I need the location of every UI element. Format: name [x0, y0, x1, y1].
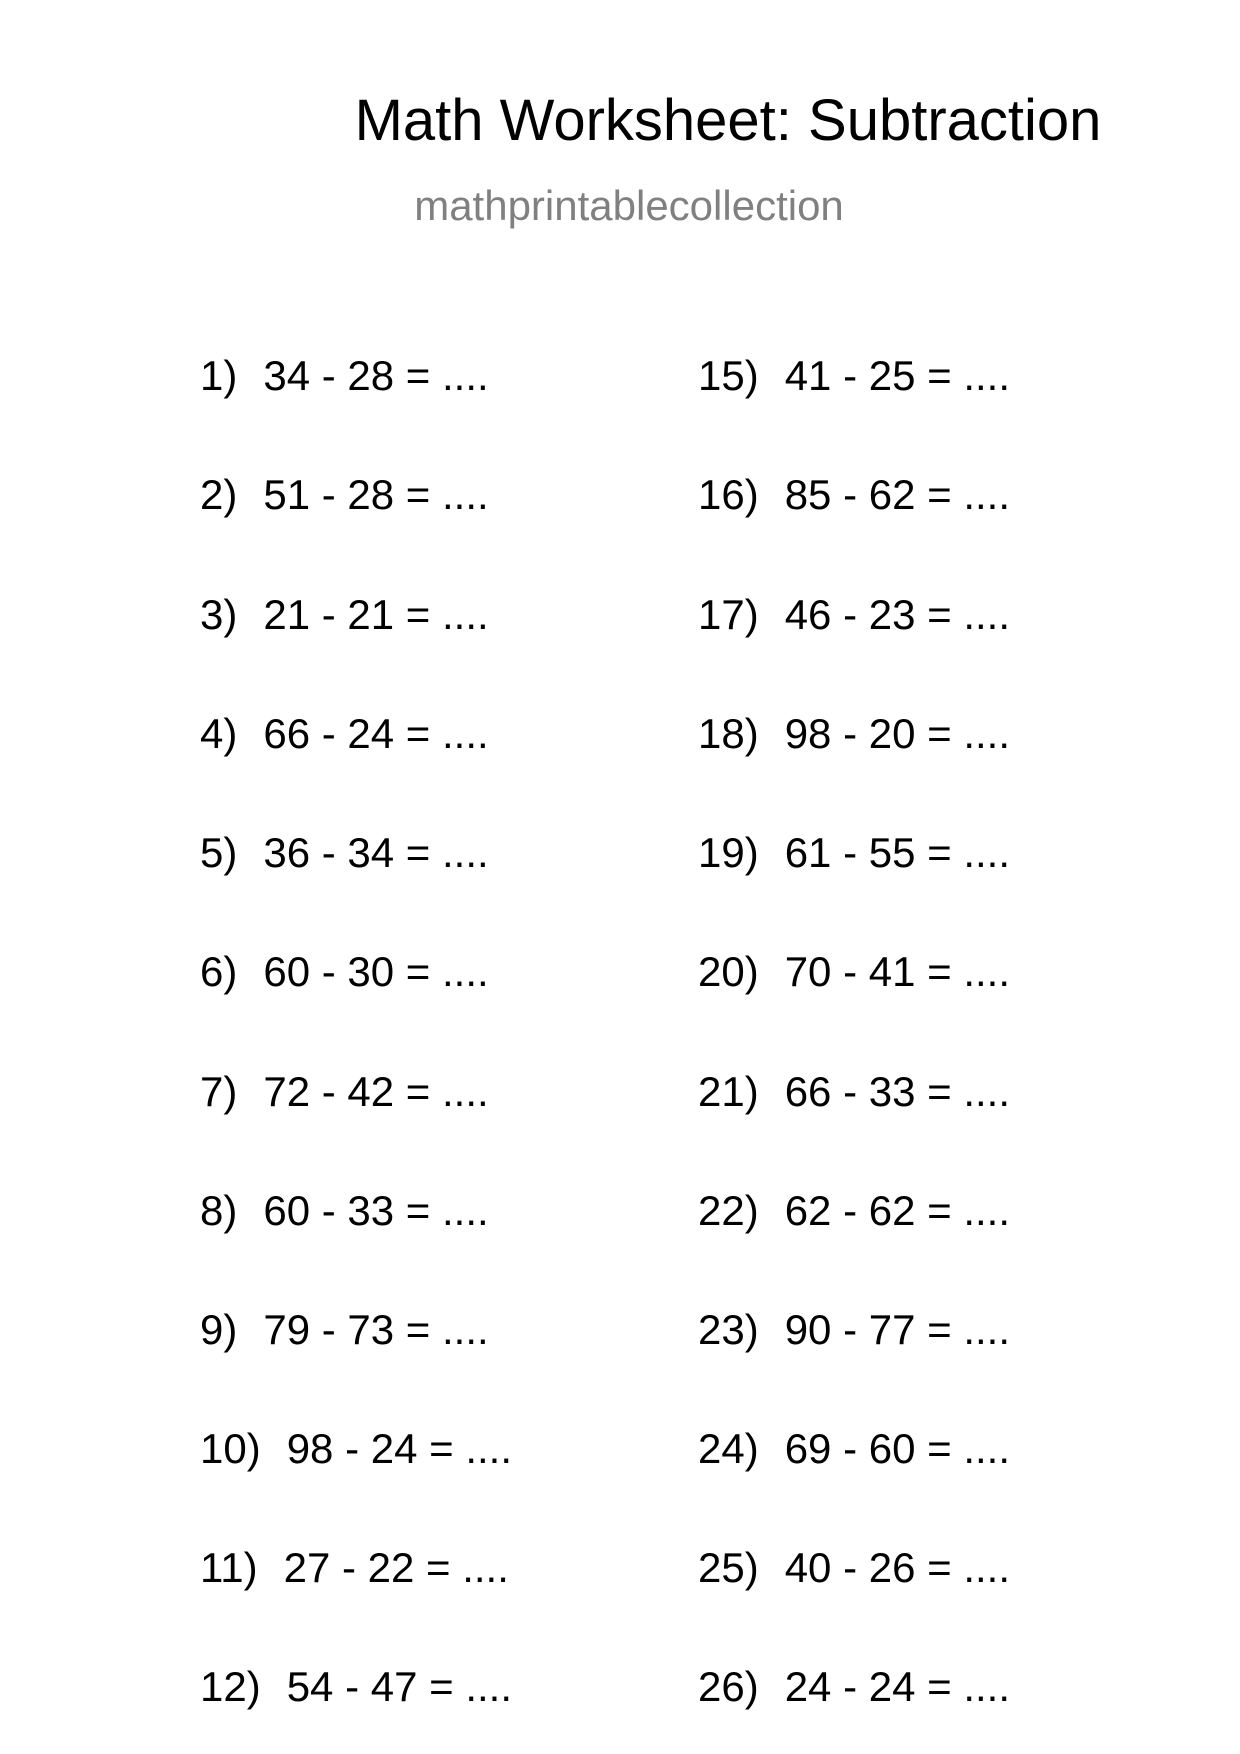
problem-number: 16) [698, 471, 759, 518]
problem-item [200, 1544, 509, 1591]
problem-item [200, 1425, 513, 1472]
problem-number: 22) [698, 1187, 759, 1234]
problem-number: 19) [698, 829, 759, 876]
problem-expression: 85 - 62 = .... [784, 471, 1011, 518]
problem-item [698, 1306, 1011, 1353]
problem-expression: 61 - 55 = .... [784, 829, 1011, 876]
problem-expression: 62 - 62 = .... [784, 1187, 1011, 1234]
problem-number: 25) [698, 1544, 759, 1591]
problem-item [698, 710, 1011, 757]
problem-item [698, 829, 1011, 876]
problem-number: 12) [200, 1663, 261, 1710]
problem-expression: 46 - 23 = .... [784, 591, 1011, 638]
problem-item [698, 352, 1011, 399]
problem-expression: 90 - 77 = .... [784, 1306, 1011, 1353]
problem-number: 26) [698, 1663, 759, 1710]
problem-expression: 51 - 28 = .... [263, 471, 489, 518]
problem-expression: 98 - 24 = .... [286, 1425, 513, 1472]
problem-item [698, 1068, 1011, 1115]
problem-item [200, 710, 489, 757]
problem-number: 18) [698, 710, 759, 757]
problem-expression: 98 - 20 = .... [784, 710, 1011, 757]
problem-number: 23) [698, 1306, 759, 1353]
problem-item [698, 1544, 1011, 1591]
problem-expression: 27 - 22 = .... [283, 1544, 509, 1591]
problem-item [200, 1306, 489, 1353]
problem-number: 1) [200, 352, 238, 399]
problem-expression: 79 - 73 = .... [263, 1306, 489, 1353]
problem-expression: 36 - 34 = .... [263, 829, 489, 876]
problem-item [200, 1663, 513, 1710]
problem-number: 8) [200, 1187, 238, 1234]
problem-expression: 24 - 24 = .... [784, 1663, 1011, 1710]
problem-expression: 41 - 25 = .... [784, 352, 1011, 399]
problem-item [200, 829, 489, 876]
problem-expression: 34 - 28 = .... [263, 352, 489, 399]
problem-item [200, 948, 489, 995]
problem-number: 11) [200, 1544, 258, 1591]
problem-item [200, 352, 489, 399]
problem-item [698, 591, 1011, 638]
problem-expression: 21 - 21 = .... [263, 591, 489, 638]
worksheet-subtitle: mathprintablecollection [414, 182, 844, 229]
problem-number: 5) [200, 829, 238, 876]
problem-expression: 60 - 30 = .... [263, 948, 489, 995]
worksheet-title: Math Worksheet: Subtraction [354, 88, 1102, 153]
problem-number: 9) [200, 1306, 238, 1353]
problem-expression: 66 - 33 = .... [784, 1068, 1011, 1115]
problem-expression: 72 - 42 = .... [263, 1068, 489, 1115]
problem-expression: 54 - 47 = .... [286, 1663, 513, 1710]
problem-number: 4) [200, 710, 238, 757]
problem-item [698, 1663, 1011, 1710]
problem-item [200, 1068, 489, 1115]
problem-number: 20) [698, 948, 759, 995]
problem-item [200, 471, 489, 518]
problem-item [200, 1187, 489, 1234]
problem-number: 21) [698, 1068, 759, 1115]
problem-number: 10) [200, 1425, 261, 1472]
problem-expression: 69 - 60 = .... [784, 1425, 1011, 1472]
problem-number: 15) [698, 352, 759, 399]
problem-number: 6) [200, 948, 238, 995]
problem-item [698, 1187, 1011, 1234]
problem-number: 17) [698, 591, 759, 638]
problem-expression: 40 - 26 = .... [784, 1544, 1011, 1591]
problem-item [698, 1425, 1011, 1472]
problem-number: 3) [200, 591, 238, 638]
problem-number: 7) [200, 1068, 238, 1115]
problem-expression: 70 - 41 = .... [784, 948, 1011, 995]
problem-number: 2) [200, 471, 238, 518]
problem-expression: 60 - 33 = .... [263, 1187, 489, 1234]
problem-item [200, 591, 489, 638]
problem-number: 24) [698, 1425, 759, 1472]
problem-item [698, 948, 1011, 995]
problem-item [698, 471, 1011, 518]
problem-expression: 66 - 24 = .... [263, 710, 489, 757]
